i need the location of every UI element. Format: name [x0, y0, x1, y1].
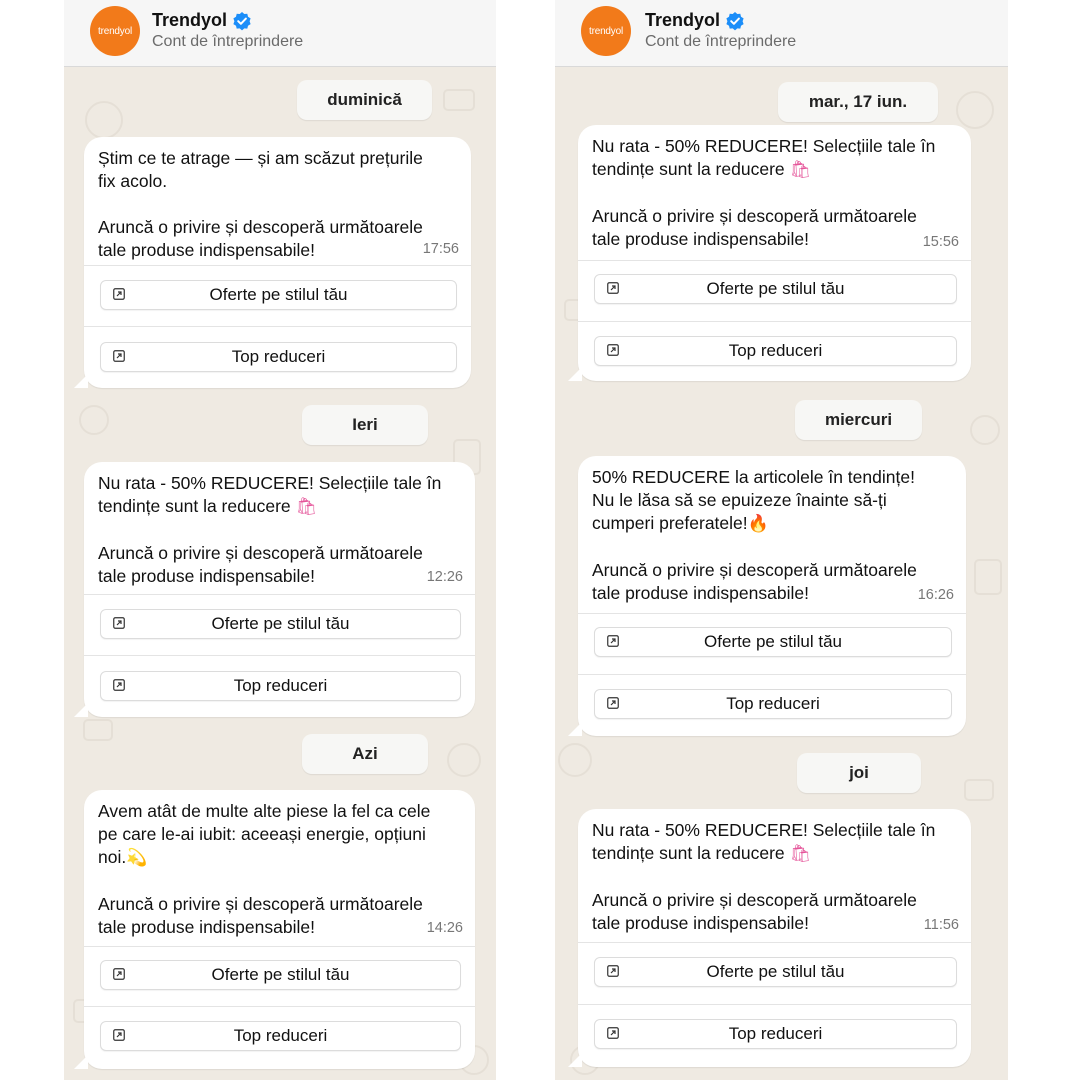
- message-text: Nu rata - 50% REDUCERE! Selecțiile tale în tendințe sunt la reducere 🛍 Aruncă o privire și descoperă următoarele tale produse indispensabile!: [98, 473, 442, 586]
- message-text: Avem atât de multe alte piese la fel ca cele pe care le-ai iubit: aceeași energie, opțiuni noi.💫 Aruncă o privire și descoperă următoarele tale produse indispensabile!: [98, 801, 431, 937]
- divider: [84, 326, 471, 327]
- external-link-icon: [607, 344, 619, 356]
- button-label: Top reduceri: [233, 1026, 328, 1045]
- top-deals-button[interactable]: [100, 342, 457, 372]
- message-text: Nu rata - 50% REDUCERE! Selecțiile tale în tendințe sunt la reducere 🛍 Aruncă o privire și descoperă următoarele tale produse indispensabile!: [592, 136, 936, 249]
- button-label: Oferte pe stilul tău: [706, 962, 845, 981]
- offers-button[interactable]: [594, 627, 952, 657]
- external-link-icon: [113, 288, 125, 300]
- date-separator: miercuri: [795, 400, 922, 440]
- divider: [578, 260, 971, 261]
- button-label: Oferte pe stilul tău: [704, 632, 842, 651]
- bubble-tail: [74, 374, 88, 388]
- divider: [578, 942, 971, 943]
- shopping-bags-icon: 🛍: [295, 497, 318, 517]
- date-separator: duminică: [297, 80, 432, 120]
- button-label: Oferte pe stilul tău: [211, 614, 350, 633]
- chat-panel-right: [555, 0, 1008, 1080]
- bubble-tail: [568, 367, 582, 381]
- message-time: 16:26: [917, 587, 954, 603]
- divider: [578, 674, 966, 675]
- contact-name: Trendyol: [645, 10, 721, 30]
- message-text: 50% REDUCERE la articolele în tendințe! Nu le lăsa să se epuizeze înainte să-ți cumperi preferatele!🔥 Aruncă o privire și descoperă următoarele tale produse indispensabile!: [592, 467, 917, 603]
- contact-name: Trendyol: [152, 10, 228, 30]
- top-deals-button[interactable]: [100, 671, 461, 701]
- offers-button[interactable]: [594, 274, 957, 304]
- shopping-bags-icon: 🛍: [789, 160, 812, 180]
- button-label: Oferte pe stilul tău: [706, 279, 845, 298]
- message-time: 12:26: [426, 569, 463, 585]
- date-separator: Azi: [302, 734, 428, 774]
- external-link-icon: [113, 679, 125, 691]
- bubble-tail: [74, 703, 88, 717]
- external-link-icon: [607, 282, 619, 294]
- trendyol-logo: trendyol: [90, 6, 140, 56]
- message-bubble: [578, 125, 971, 381]
- trendyol-logo: trendyol: [581, 6, 631, 56]
- external-link-icon: [113, 968, 125, 980]
- date-separator: mar., 17 iun.: [778, 82, 938, 122]
- button-label: Top reduceri: [726, 694, 820, 713]
- message-text: Nu rata - 50% REDUCERE! Selecțiile tale în tendințe sunt la reducere 🛍 Aruncă o privire și descoperă următoarele tale produse indispensabile!: [592, 820, 936, 933]
- offers-button[interactable]: [100, 609, 461, 639]
- button-label: Oferte pe stilul tău: [209, 285, 348, 304]
- top-deals-button[interactable]: [594, 689, 952, 719]
- button-label: Top reduceri: [233, 676, 328, 695]
- top-deals-button[interactable]: [100, 1021, 461, 1051]
- external-link-icon: [113, 617, 125, 629]
- top-deals-button[interactable]: [594, 1019, 957, 1049]
- message-time: 15:56: [922, 234, 959, 250]
- date-separator: joi: [797, 753, 921, 793]
- account-type: Cont de întreprindere: [645, 33, 797, 50]
- message-time: 17:56: [422, 241, 459, 257]
- offers-button[interactable]: [100, 960, 461, 990]
- divider: [578, 613, 966, 614]
- offers-button[interactable]: [594, 957, 957, 987]
- offers-button[interactable]: [100, 280, 457, 310]
- divider: [84, 655, 475, 656]
- divider: [84, 265, 471, 266]
- divider: [84, 1006, 475, 1007]
- account-type: Cont de întreprindere: [152, 33, 304, 50]
- button-label: Top reduceri: [728, 341, 823, 360]
- message-bubble: [578, 456, 966, 736]
- external-link-icon: [607, 965, 619, 977]
- date-separator: Ieri: [302, 405, 428, 445]
- external-link-icon: [607, 697, 619, 709]
- bubble-tail: [568, 722, 582, 736]
- message-bubble: [84, 137, 471, 388]
- external-link-icon: [607, 635, 619, 647]
- verified-badge-icon: [232, 11, 252, 31]
- message-time: 14:26: [426, 920, 463, 936]
- message-text: Știm ce te atrage — și am scăzut prețurile fix acolo. Aruncă o privire și descoperă următoarele tale produse indispensabile!: [98, 148, 423, 260]
- message-bubble: [578, 809, 971, 1067]
- chat-header[interactable]: [64, 0, 496, 67]
- message-bubble: [84, 790, 475, 1069]
- chat-header[interactable]: [555, 0, 1008, 67]
- verified-badge-icon: [725, 11, 745, 31]
- button-label: Oferte pe stilul tău: [211, 965, 350, 984]
- divider: [84, 594, 475, 595]
- top-deals-button[interactable]: [594, 336, 957, 366]
- divider: [84, 946, 475, 947]
- dizzy-icon: 💫: [126, 848, 148, 868]
- message-bubble: [84, 462, 475, 717]
- external-link-icon: [113, 1029, 125, 1041]
- message-time: 11:56: [923, 917, 959, 933]
- chat-panel-left: [64, 0, 496, 1080]
- divider: [578, 321, 971, 322]
- external-link-icon: [607, 1027, 619, 1039]
- bubble-tail: [568, 1053, 582, 1067]
- external-link-icon: [113, 350, 125, 362]
- shopping-bags-icon: 🛍: [789, 844, 812, 864]
- bubble-tail: [74, 1055, 88, 1069]
- button-label: Top reduceri: [231, 347, 326, 366]
- button-label: Top reduceri: [728, 1024, 823, 1043]
- divider: [578, 1004, 971, 1005]
- fire-icon: 🔥: [747, 514, 769, 534]
